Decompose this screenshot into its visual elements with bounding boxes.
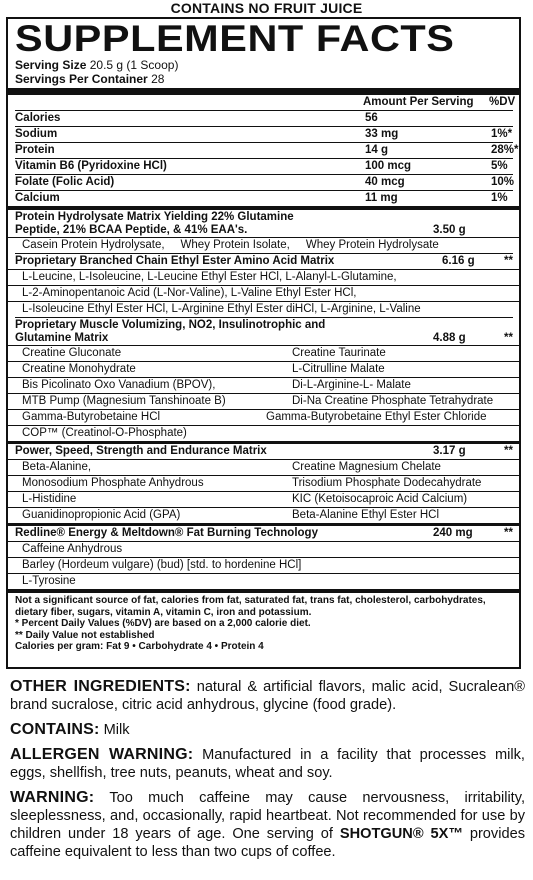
blend-protein-hydrolysate — [15, 210, 513, 237]
label-text: CONTAINS: — [10, 721, 100, 738]
label-text: Creatine Monohydrate — [22, 363, 136, 375]
label-text: Di-L-Arginine-L- Malate — [292, 379, 411, 391]
label-text: Proprietary Branched Chain Ethyl Ester Amino Acid Matrix — [15, 255, 335, 267]
blend-muscle-volumizing — [15, 317, 513, 345]
label-text: Whey Protein Isolate, — [180, 239, 290, 251]
label-text: OTHER INGREDIENTS: — [10, 678, 191, 695]
label-text: 11 mg — [365, 192, 398, 204]
label-text: 28%* — [491, 144, 519, 156]
label-text: Calories per gram: Fat 9 • Carbohydrate 4 • Protein 4 — [15, 641, 264, 652]
label-text: Calories — [15, 112, 61, 124]
label-text: Folate (Folic Acid) — [15, 176, 115, 188]
label-text: Protein — [15, 144, 55, 156]
blend-redline-meltdown — [8, 523, 519, 541]
label-text: Di-Na Creatine Phosphate Tetrahydrate — [292, 395, 494, 407]
label-text: * Percent Daily Values (%DV) are based on a 2,000 calorie diet. — [15, 618, 311, 629]
label-text: Creatine Gluconate — [22, 347, 122, 359]
blend5-ingredient: Barley (Hordeum vulgare) (bud) [std. to hordenine HCl] — [8, 557, 519, 573]
label-text: Not a significant source of fat, calories from fat, saturated fat, trans fat, cholesterol, carbohydrates, — [15, 595, 486, 606]
label-text: Protein Hydrolysate Matrix Yielding 22% Glutamine — [15, 211, 294, 223]
label-text: Proprietary Muscle Volumizing, NO2, Insulinotrophic and — [15, 319, 326, 331]
label-text: 33 mg — [365, 128, 399, 140]
footnotes — [15, 593, 513, 653]
label-text: L-Histidine — [22, 493, 77, 505]
label-text: Beta-Alanine, — [22, 461, 92, 473]
label-text: ** — [504, 445, 513, 457]
servings-label: Servings Per Container — [15, 72, 148, 86]
label-text: Guanidinopropionic Acid (GPA) — [22, 509, 181, 521]
label-text: 10% — [491, 176, 515, 188]
ingredient-pair — [8, 475, 519, 491]
ingredient-pair — [8, 345, 519, 361]
ingredient-pair — [8, 361, 519, 377]
column-header — [15, 95, 516, 111]
label-text: Calcium — [15, 192, 60, 204]
supplement-facts-panel — [6, 17, 521, 669]
label-text: ** — [504, 332, 513, 344]
blend1-ingredients — [8, 237, 519, 253]
ingredient-pair — [8, 377, 519, 393]
nutrient-row — [15, 159, 513, 175]
blend2-ingredient-line: L-Isoleucine Ethyl Ester HCl, L-Arginine Ethyl Ester diHCl, L-Arginine, L-Valine — [8, 301, 519, 317]
label-text: Creatine Taurinate — [292, 347, 386, 359]
label-text: ** Daily Value not established — [15, 629, 155, 641]
blend-power-speed — [8, 441, 519, 459]
label-text: dietary fiber, sugars, vitamin A, vitamin C, iron and potassium. — [15, 606, 312, 618]
label-text: Sodium — [15, 128, 58, 140]
panel-title: SUPPLEMENT FACTS — [15, 18, 455, 59]
label-text: 40 mcg — [365, 176, 405, 188]
nutrient-row — [15, 191, 513, 206]
label-text: L-Citrulline Malate — [292, 363, 385, 375]
no-fruit-juice-note: CONTAINS NO FRUIT JUICE — [170, 0, 363, 16]
label-text: Vitamin B6 (Pyridoxine HCl) — [15, 160, 167, 172]
serving-size-label: Serving Size — [15, 58, 87, 72]
label-text: KIC (Ketoisocaproic Acid Calcium) — [292, 493, 468, 505]
label-text: 14 g — [365, 144, 389, 156]
label-text: 6.16 g — [442, 255, 475, 267]
ingredient-pair — [8, 393, 519, 409]
label-text: 56 — [365, 112, 378, 124]
label-text: 3.17 g — [433, 445, 466, 457]
blend5-ingredient: Caffeine Anhydrous — [8, 541, 519, 557]
label-text: Milk — [103, 722, 130, 738]
serving-size-value: 20.5 g (1 Scoop) — [89, 58, 179, 72]
thick-divider — [8, 88, 519, 95]
label-text: Casein Protein Hydrolysate, — [22, 239, 165, 251]
ingredient-pair — [8, 409, 519, 425]
label-text: Gamma-Butyrobetaine HCl — [22, 411, 161, 423]
ingredient-pair — [8, 425, 519, 441]
label-text: 100 mcg — [365, 160, 412, 172]
label-text: natural & artificial flavors, malic acid, Sucralean® brand sucralose, citric acid anhydrous, glycine (food grade). — [10, 679, 525, 713]
servings-value: 28 — [151, 72, 165, 86]
label-text: ** — [504, 527, 513, 539]
caffeine-warning — [10, 789, 525, 861]
label-text: provides caffeine equivalent to less than two cups of coffee. — [10, 826, 525, 860]
label-text: Bis Picolinato Oxo Vanadium (BPOV), — [22, 379, 216, 391]
label-text: MTB Pump (Magnesium Tanshinoate B) — [22, 395, 226, 407]
label-text: Glutamine Matrix — [15, 332, 109, 344]
nutrient-row — [15, 127, 513, 143]
servings-per-container — [15, 72, 513, 86]
label-text: 3.50 g — [433, 224, 466, 236]
nutrient-row — [15, 175, 513, 191]
product-name: SHOTGUN® 5X™ — [339, 826, 463, 842]
serving-size — [15, 58, 513, 72]
label-text: ** — [504, 255, 513, 267]
label-text: WARNING: — [10, 789, 95, 806]
label-text: ALLERGEN WARNING: — [10, 746, 194, 763]
nutrient-row — [15, 111, 513, 127]
label-text: Power, Speed, Strength and Endurance Matrix — [15, 445, 267, 457]
contains-statement — [10, 721, 525, 739]
blend2-ingredient-line: L-Leucine, L-Isoleucine, L-Leucine Ethyl Ester HCl, L-Alanyl-L-Glutamine, — [8, 269, 519, 285]
blend-bcaa-matrix — [15, 253, 513, 269]
label-text: 5% — [491, 160, 508, 172]
amount-header: Amount Per Serving — [363, 96, 474, 108]
label-text: Too much caffeine may cause nervousness, irritability, sleeplessness, and, occasionally, rapid heartbeat. Not recommended for use by children under 18 years of age. One serving of — [10, 790, 526, 842]
nutrient-row — [15, 143, 519, 159]
label-text: Gamma-Butyrobetaine Ethyl Ester Chloride — [266, 411, 487, 423]
label-text: COP™ (Creatinol-O-Phosphate) — [22, 427, 187, 439]
label-text: Peptide, 21% BCAA Peptide, & 41% EAA's. — [15, 224, 248, 236]
blend2-ingredient-line: L-2-Aminopentanoic Acid (L-Nor-Valine), L-Valine Ethyl Ester HCl, — [8, 285, 519, 301]
dv-header: %DV — [489, 96, 516, 108]
label-text: 1% — [491, 192, 508, 204]
label-text: Trisodium Phosphate Dodecahydrate — [292, 477, 482, 489]
label-text: Creatine Magnesium Chelate — [292, 461, 441, 473]
ingredient-pair — [8, 491, 519, 507]
other-ingredients — [10, 678, 525, 714]
label-text: Manufactured in a facility that processes milk, eggs, shellfish, tree nuts, peanuts, wheat and soy. — [10, 747, 525, 781]
ingredient-pair — [8, 507, 519, 523]
label-text: 1%* — [491, 128, 513, 140]
blend5-ingredient: L-Tyrosine — [8, 573, 519, 589]
ingredient-pair — [8, 459, 519, 475]
label-text: Redline® Energy & Meltdown® Fat Burning Technology — [15, 527, 318, 539]
label-text-block — [10, 678, 525, 868]
allergen-warning — [10, 746, 525, 782]
label-text: 240 mg — [433, 527, 473, 539]
label-text: Monosodium Phosphate Anhydrous — [22, 477, 204, 489]
label-text: Beta-Alanine Ethyl Ester HCl — [292, 509, 440, 521]
label-text: 4.88 g — [433, 332, 466, 344]
label-text: Whey Protein Hydrolysate — [305, 239, 439, 251]
